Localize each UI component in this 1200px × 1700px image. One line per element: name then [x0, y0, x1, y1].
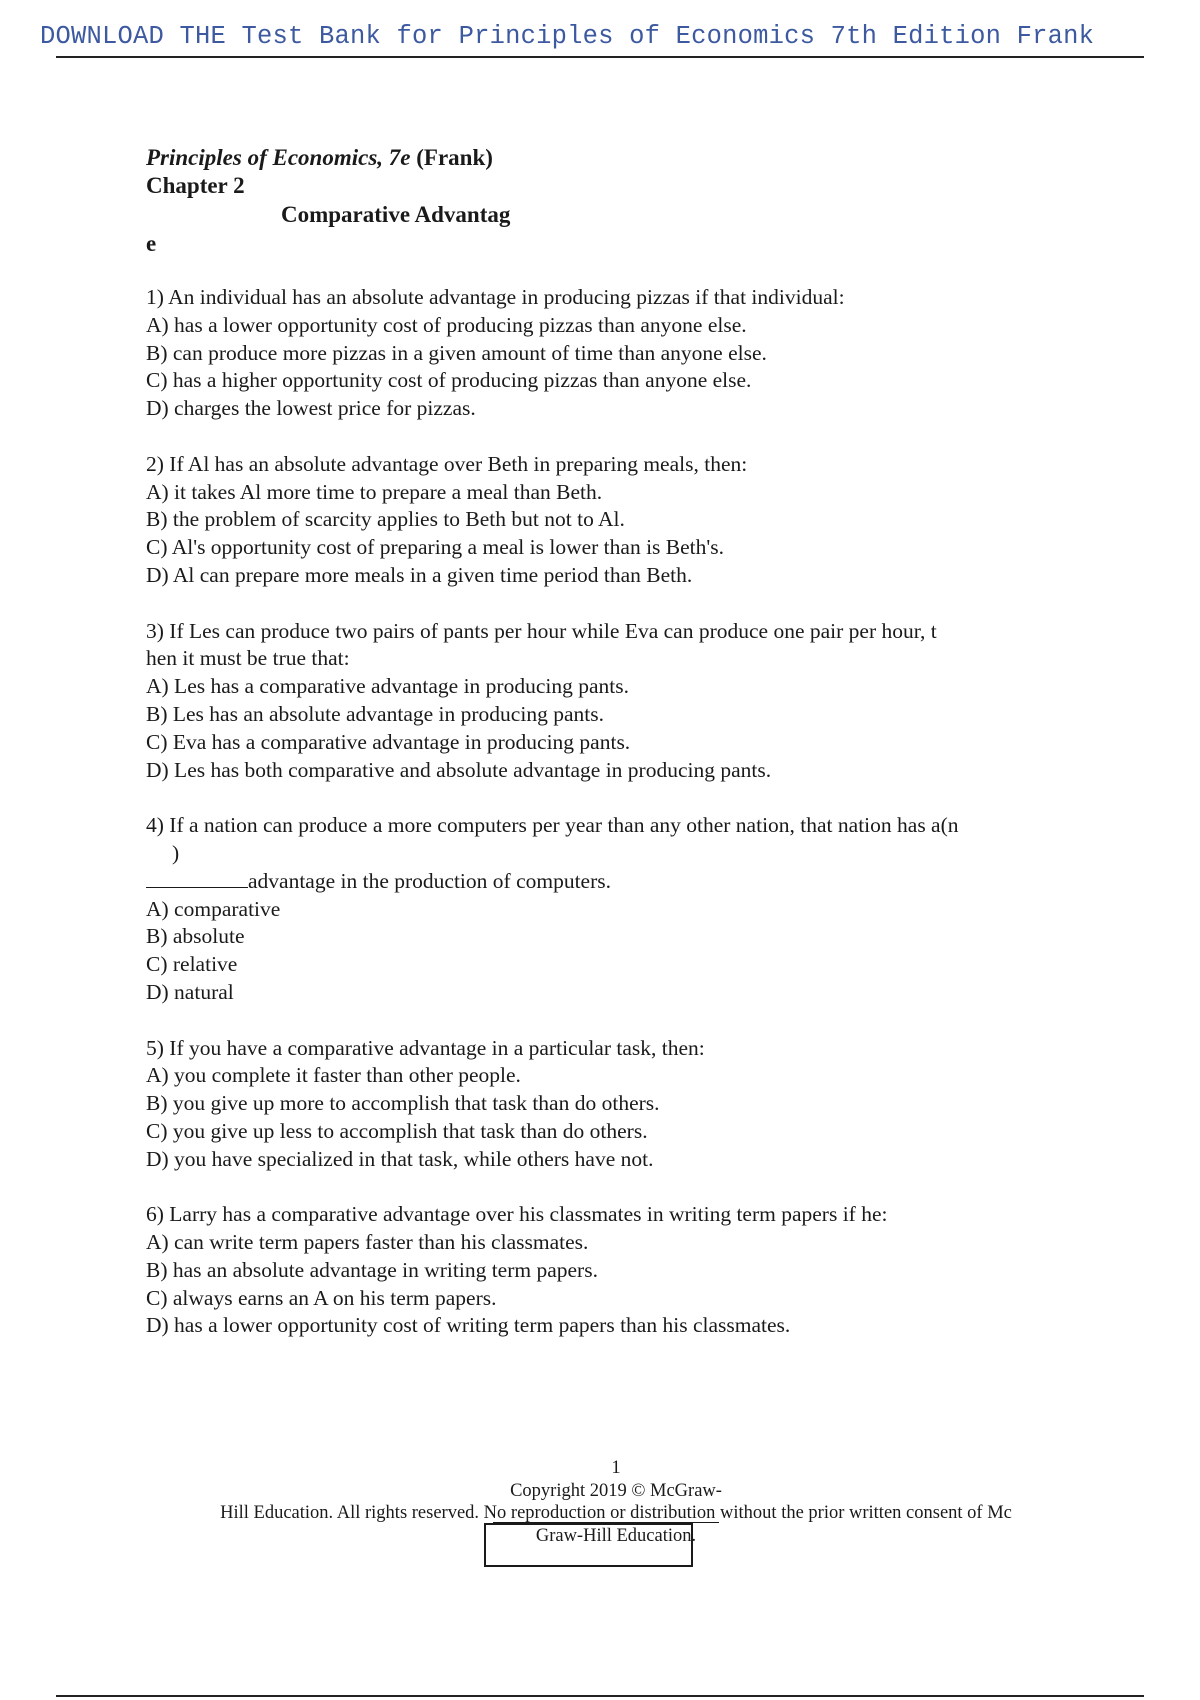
question-5: [146, 1035, 1106, 1174]
book-title: Principles of Economics, 7e: [146, 145, 411, 170]
book-title-line: [146, 144, 510, 172]
option-b: B) you give up more to accomplish that task than do others.: [146, 1091, 660, 1116]
question-list: [146, 284, 1106, 1368]
footer-outline-box: [484, 1523, 693, 1567]
option-c: C) you give up less to accomplish that task than do others.: [146, 1118, 648, 1143]
option-d: D) natural: [146, 979, 234, 1004]
footer-divider: [56, 1695, 1144, 1697]
question-2: [146, 451, 1106, 590]
option-c: C) Eva has a comparative advantage in producing pants.: [146, 729, 631, 754]
question-3: [146, 618, 1106, 785]
download-banner: DOWNLOAD THE Test Bank for Principles of Economics 7th Edition Frank: [40, 22, 1095, 51]
option-b: B) Les has an absolute advantage in producing pants.: [146, 701, 604, 726]
question-stem: 4) If a nation can produce a more computers per year than any other nation, that nation has a(n: [146, 813, 959, 838]
option-d: D) Les has both comparative and absolute advantage in producing pants.: [146, 757, 772, 782]
question-stem: 2) If Al has an absolute advantage over Beth in preparing meals, then:: [146, 451, 748, 476]
question-stem: 5) If you have a comparative advantage in a particular task, then:: [146, 1035, 705, 1060]
question-stem: 6) Larry has a comparative advantage over his classmates in writing term papers if he:: [146, 1202, 888, 1227]
copyright-line-1: Copyright 2019 © McGraw-: [510, 1480, 722, 1501]
option-c: C) has a higher opportunity cost of producing pizzas than anyone else.: [146, 368, 752, 393]
chapter-number: Chapter 2: [146, 173, 245, 198]
option-c: C) always earns an A on his term papers.: [146, 1285, 497, 1310]
option-a: A) comparative: [146, 896, 281, 921]
option-a: A) you complete it faster than other people.: [146, 1063, 521, 1088]
chapter-name-wrap: e: [146, 231, 157, 256]
question-stem-tail: advantage in the production of computers.: [248, 868, 612, 893]
question-stem: 1) An individual has an absolute advantage in producing pizzas if that individual:: [146, 285, 845, 309]
option-d: D) Al can prepare more meals in a given time period than Beth.: [146, 562, 693, 587]
question-1: [146, 284, 1106, 423]
question-4: [146, 812, 1106, 1007]
option-d: D) charges the lowest price for pizzas.: [146, 396, 476, 421]
option-d: D) has a lower opportunity cost of writing term papers than his classmates.: [146, 1313, 791, 1338]
question-stem-wrap: hen it must be true that:: [146, 646, 350, 671]
option-a: A) it takes Al more time to prepare a meal than Beth.: [146, 479, 603, 504]
question-stem: 3) If Les can produce two pairs of pants per hour while Eva can produce one pair per hour, t: [146, 618, 937, 643]
option-b: B) absolute: [146, 924, 245, 949]
option-c: C) Al's opportunity cost of preparing a meal is lower than is Beth's.: [146, 535, 725, 560]
option-c: C) relative: [146, 952, 238, 977]
option-d: D) you have specialized in that task, while others have not.: [146, 1146, 654, 1171]
book-author: (Frank): [410, 145, 493, 170]
option-b: B) has an absolute advantage in writing term papers.: [146, 1257, 598, 1282]
page-number: 1: [611, 1458, 621, 1478]
question-6: [146, 1201, 1106, 1340]
copyright-line-2: Hill Education. All rights reserved. No reproduction or distribution without the prior written consent of Mc: [220, 1503, 1012, 1523]
copyright-line-3: Graw-Hill Education.: [535, 1525, 697, 1546]
answer-blank: [146, 869, 248, 888]
document-header: [146, 144, 510, 258]
question-stem-wrap: ): [172, 840, 180, 865]
option-a: A) Les has a comparative advantage in producing pants.: [146, 674, 629, 699]
option-b: B) the problem of scarcity applies to Beth but not to Al.: [146, 507, 625, 532]
header-divider: [56, 56, 1144, 58]
chapter-name: Comparative Advantag: [281, 202, 511, 227]
option-a: A) has a lower opportunity cost of producing pizzas than anyone else.: [146, 312, 747, 337]
question-stem-blank-line: [146, 868, 1106, 896]
option-a: A) can write term papers faster than his classmates.: [146, 1230, 589, 1255]
option-b: B) can produce more pizzas in a given amount of time than anyone else.: [146, 340, 767, 365]
